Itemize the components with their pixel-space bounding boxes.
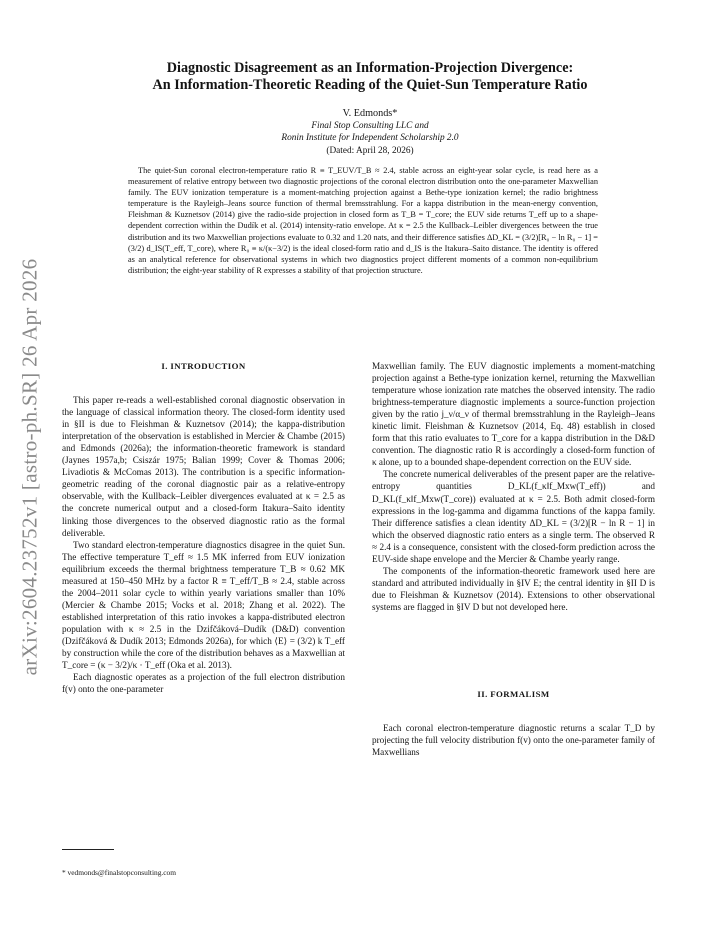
affiliation-1: Final Stop Consulting LLC and: [311, 121, 429, 132]
section-heading-introduction: I. INTRODUCTION: [161, 361, 246, 371]
affiliation-2: Ronin Institute for Independent Scholarship 2.0: [281, 133, 459, 144]
right-column: [372, 360, 655, 758]
arxiv-stamp-text: arXiv:2604.23752v1 [astro-ph.SR] 26 Apr 2026: [17, 258, 42, 676]
title-line-2: An Information-Theoretic Reading of the Quiet-Sun Temperature Ratio: [152, 76, 588, 93]
paragraph: Two standard electron-temperature diagnostics disagree in the quiet Sun. The effective temperature T_eff ≈ 1.5 MK inferred from EUV ionization equilibrium exceeds the thermal brightness temperature T_B ≈ 0.62 MK measured at 150–450 MHz by a factor R ≡ T_eff/T_B ≈ 2.4, stable across the 2004–2011 solar cycle to within yearly variations smaller than 10% (Mercier & Chambe 2015; Vocks et al. 2018; Zhang et al. 2022). The established interpretation of this ratio invokes a kappa-distributed electron population with κ ≈ 2.5 in the Dzifčáková–Dudík (D&D) convention (Dzifčáková & Dudík 2013; Edmonds 2026a), for which ⟨E⟩ = (3/2) k T_eff by construction while the core of the distribution behaves as a Maxwellian at T_core = (κ − 3/2)/κ · T_eff (Oka et al. 2013).: [62, 539, 345, 671]
paragraph: Each diagnostic operates as a projection of the full electron distribution f(v) onto the one-parameter: [62, 672, 345, 695]
paragraph: The components of the information-theoretic framework used here are standard and attributed individually in §IV E; the central identity in §II D is due to Fleishman & Kuznetsov (2014). Extensions to other observational systems are flagged in §IV D but not developed here.: [372, 565, 655, 612]
footnote-email[interactable]: * vedmonds@finalstopconsulting.com: [62, 868, 176, 877]
arxiv-identifier-stamp[interactable]: [10, 247, 50, 687]
abstract: The quiet-Sun coronal electron-temperature ratio R ≡ T_EUV/T_B ≈ 2.4, stable across an eight-year solar cycle, is read here as a measurement of relative entropy between two diagnostic projections of the coronal electron distribution onto the one-parameter Maxwellian family. The EUV ionization temperature is a moment-matching projection against a Bethe-type ionization kernel; the radio brightness temperature is the Rayleigh–Jeans source function of thermal bremsstrahlung. For a kappa distribution in the mean-energy convention, Fleishman & Kuznetsov (2014) give the radio-side projection in closed form as T_B = T_core; the EUV side returns T_eff up to a shape-dependent correction within the Dudík et al. (2014) intensity-ratio envelope. At κ = 2.5 the Kullback–Leibler divergences between the true distribution and its two Maxwellian projections evaluate to 0.32 and 1.20 nats, and their difference satisfies ΔD_KL = (3/2)[R₀ − ln R₀ − 1] = (3/2) d_IS(T_eff, T_core), where R₀ ≡ κ/(κ−3/2) is the ideal closed-form ratio and d_IS is the Itakura–Saito distance. The identity is offered as an analytical reference for observational systems in which two diagnostics project different moments of a common non-equilibrium distribution; the eight-year stability of R expresses a stability of that projection structure.: [128, 166, 598, 275]
date-line: (Dated: April 28, 2026): [326, 145, 414, 156]
section-heading-formalism: II. FORMALISM: [477, 688, 550, 699]
title-line-1: Diagnostic Disagreement as an Information-Projection Divergence:: [166, 60, 574, 76]
paragraph: Maxwellian family. The EUV diagnostic implements a moment-matching projection against a Bethe-type ionization kernel, returning the Maxwellian temperature whose ionization rate matches the observed intensity. The radio brightness-temperature diagnostic implements a source-function projection given by the ratio j_ν/α_ν of thermal bremsstrahlung in the Rayleigh–Jeans kinetic limit. Fleishman & Kuznetsov (2014, Eq. 48) establish in closed form that this ratio evaluates to T_core for a kappa distribution in the D&D convention. The diagnostic ratio R is accordingly a closed-form function of κ alone, up to a bounded shape-dependent correction on the EUV side.: [372, 361, 655, 468]
paragraph: This paper re-reads a well-established coronal diagnostic observation in the language of classical information theory. The closed-form identity used in §II is due to Fleishman & Kuznetsov (2014); the kappa-distribution interpretation of the observation is established in Mercier & Chambe (2015) and Edmonds (2026a); the information-theoretic framework is standard (Jaynes 1957a,b; Csiszár 1975; Balian 1999; Cover & Thomas 2006; Livadiotis & McComas 2013). The contribution is a specific information-geometric reading of the coronal diagnostic pair as a relative-entropy observable, with the Kullback–Leibler divergences evaluated at κ = 2.5 as the concrete numerical output and a closed-form Itakura–Saito identity linking those divergences to the observed diagnostic ratio as the formal deliverable.: [62, 395, 345, 538]
author-name: V. Edmonds*: [342, 108, 398, 119]
paper-title: [100, 60, 640, 93]
paragraph: Each coronal electron-temperature diagnostic returns a scalar T_D by projecting the full velocity distribution f(v) onto the one-parameter family of Maxwellians: [372, 723, 655, 758]
footnote-divider: [62, 849, 114, 850]
author-block: [180, 108, 560, 157]
left-column: [62, 360, 345, 695]
paragraph: The concrete numerical deliverables of the present paper are the relative-entropy quantities D_KL(f_κ‖f_Mxw(T_eff)) and D_KL(f_κ‖f_Mxw(T_core)) evaluated at κ = 2.5. Both admit closed-form expressions in the log-gamma and digamma functions of the kappa family. Their difference satisfies a clean identity ΔD_KL = (3/2)[R − ln R − 1] in which the observed diagnostic ratio enters as a single term. The observed R ≈ 2.4 is a consequence, consistent with the closed-form prediction across the EUV-side shape envelope and the Mercier & Chambe yearly range.: [372, 469, 655, 564]
